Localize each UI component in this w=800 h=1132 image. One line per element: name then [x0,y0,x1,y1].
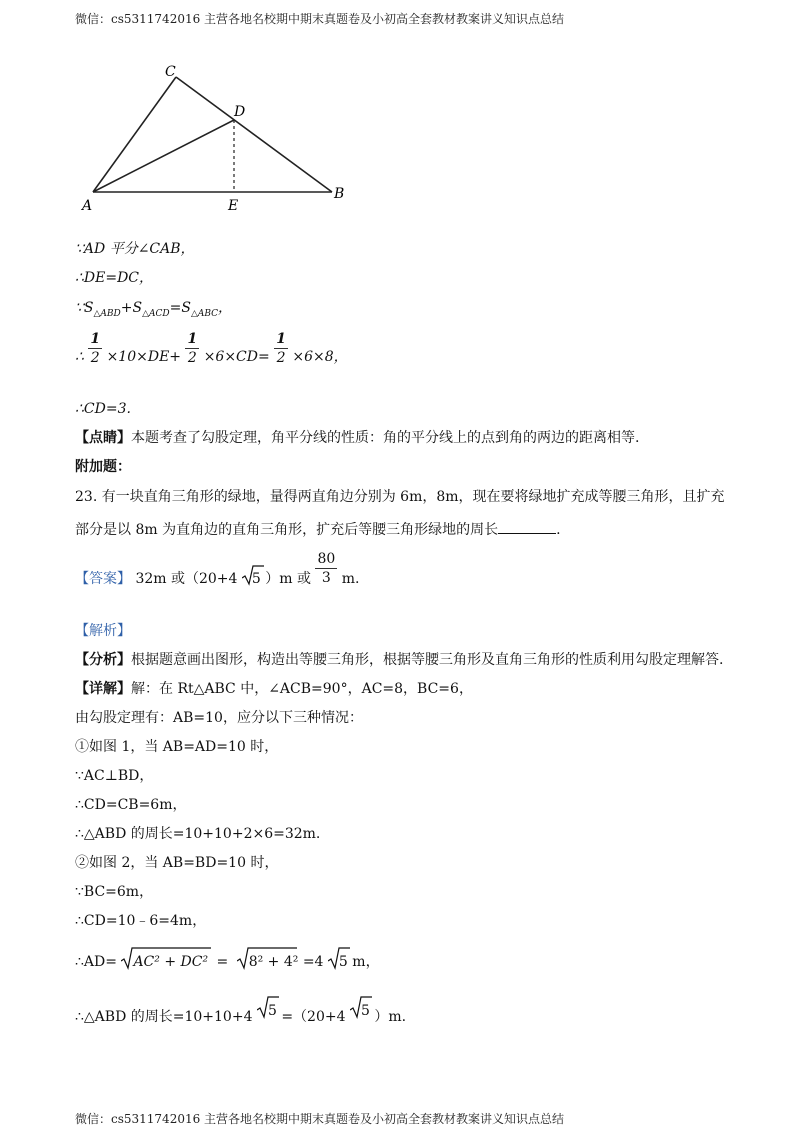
fraction-equation: ∴ $\frac{1}{2}$ ×10×DE+ $\frac{1}{2}$ ×6×CD= $\frac{1}{2}$ ×6×8， [75,331,348,366]
detail-line: 【详解】解：在 Rt△ABC 中，∠ACB=90°，AC=8，BC=6， [75,681,473,697]
label-e: E [228,198,239,214]
label-c: C [165,64,176,80]
text-line: ①如图 1，当 AB=AD=10 时， [75,739,279,755]
text-line: ∴DE=DC， [75,270,154,286]
section-heading: 附加题： [75,459,131,475]
sqrt-8-4: 8² + 4² [237,955,299,969]
area-equation: $\because S_{\triangle ABD}+S_{\triangle ACD}=S_{\triangle ABC}$， [75,300,233,319]
text-line: ∴CD=10﹣6=4m， [75,913,207,929]
answer-line: 【答案】 32m 或（20+4 5 ）m 或 $\frac{80}{3}$ m. [75,551,360,587]
page-footer: 微信：cs5311742016 主营各地名校期中期末真题卷及小初高全套教材教案讲义知识点总结 [75,1112,565,1126]
label-b: B [334,186,345,202]
page-header: 微信：cs5311742016 主营各地名校期中期末真题卷及小初高全套教材教案讲义知识点总结 [75,12,565,26]
analysis-line: 【分析】根据题意画出图形，构造出等腰三角形，根据等腰三角形及直角三角形的性质利用勾股定理解答. [75,652,724,668]
text-line: ∴CD=CB=6m， [75,797,187,813]
sqrt-5: 5 [242,570,261,588]
question-23-line1: 23. 有一块直角三角形的绿地，量得两直角边分别为 6m，8m，现在要将绿地扩充成等腰三角形，且扩充 [75,489,725,505]
label-d: D [234,104,246,120]
triangle-figure [80,60,350,220]
text-line: 由勾股定理有：AB=10，应分以下三种情况： [75,710,363,726]
text-line: ∵AD 平分∠CAB， [75,241,195,257]
sqrt-5: 5 [328,955,348,969]
text-line: ∵AC⊥BD， [75,768,154,784]
text-line: ∴△ABD 的周长=10+10+2×6=32m. [75,826,321,842]
text-line: ∵BC=6m， [75,884,154,900]
sqrt-5: 5 [257,1004,277,1018]
perimeter-equation: ∴△ABD 的周长=10+10+4 5 =（20+4 5 ）m. [75,1010,406,1024]
question-23-line2: 部分是以 8m 为直角边的直角三角形，扩充后等腰三角形绿地的周长 . [75,522,561,538]
sqrt-5: 5 [350,1004,370,1018]
ad-equation: ∴AD= AC² + DC² = 8² + 4² =4 5 m， [75,955,380,969]
dianjing-line: 【点睛】本题考查了勾股定理，角平分线的性质：角的平分线上的点到角的两边的距离相等. [75,430,640,446]
label-a: A [82,198,93,214]
sqrt-ac-dc: AC² + DC² [121,955,208,969]
text-line: ∴CD=3. [75,401,131,417]
jiexi-tag: 【解析】 [75,623,131,639]
text-line: ②如图 2，当 AB=BD=10 时， [75,855,279,871]
answer-blank [498,521,556,534]
